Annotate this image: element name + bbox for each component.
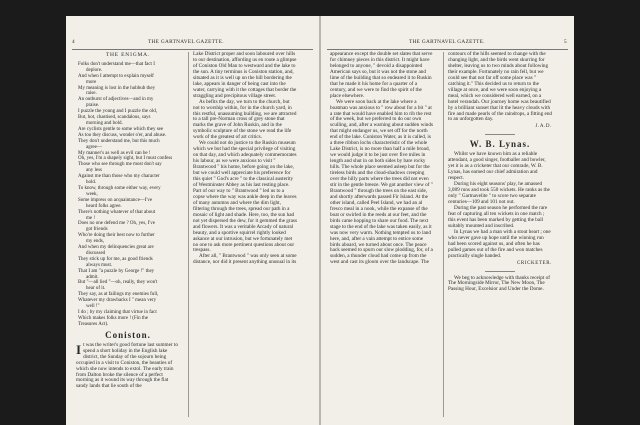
poem-line: always must. xyxy=(86,262,113,268)
article-heading-lynas: W. B. Lynas. xyxy=(469,139,531,150)
column-rule xyxy=(188,52,189,417)
paragraph: Whilst we have known him as a reliable attendant, a good singer, footballer and bowler, yet it is as a cricketer that our comrade, W. B. Lynas, has earned our chief admiration and respect. xyxy=(448,151,546,182)
poem-line: deplore. xyxy=(86,67,103,73)
separator-rule xyxy=(485,271,515,272)
poem-line: I do ; by my claiming that virtue in fact xyxy=(78,310,157,316)
poem-line: heard folks agree. xyxy=(86,203,122,209)
poem-line: Whatever my drawbacks I " mean very xyxy=(78,298,157,304)
left-page xyxy=(66,16,319,425)
poem-line: They stick up for me, as good friends xyxy=(78,256,153,262)
poem-line: I puzzle the young and I puzzle the old, xyxy=(78,109,157,115)
acknowledgement-text xyxy=(448,276,552,294)
poem-line: But, hot, chastised, scandalous, says xyxy=(78,115,151,121)
poem-line: discussed xyxy=(86,250,106,256)
poem-line: more xyxy=(86,79,97,85)
poem-line: Which makes folks more ! (Fin the xyxy=(78,315,148,321)
poem-line: hear of it. xyxy=(86,286,106,292)
poem-line: There's nothing whatever of that about xyxy=(78,209,156,215)
poem xyxy=(76,62,180,328)
paragraph: Lake District proper and soon laboured over hills to our destination, affording us en route a glimpse of Coniston Old Man to westward and the lake to the sun. A tiny terminus is Coniston station, and, situated as it is well up on the hill bordering the lake, appears in danger of being cast into the water, carrying with it the cottages that border the straggling and precipitous village street. xyxy=(193,51,297,99)
drop-cap: I xyxy=(76,341,82,357)
poem-line: Oh, yes, I'm a shapely sight, but I must confess xyxy=(78,156,173,162)
paragraph: We were soon back at the lake where a boatman was anxious to " row about for a bit " at a rate that would have enabled him to rib the rest of the week, but we preferred to do our own sculling, and, after a warning about sudden winds that might endanger us, we set off for the north end of the lake. Coniston Water, as it is called, is a three ribbon lochs characteristic of the whole Lake District, is no more than half a mile broad, we would judge it to be just over five miles in length and shut in on both sides by bare rocky hills. The whole place seemed asleep but for the tireless birds and the cloud-shadows creeping over the hilly parts where the trees did not even stir in the gentle breeze. We got another view of " Brantwood " through the trees on the east side, and shortly afterwards passed Fir Island. At the other island, called Peel Island, we had an al fresco meal in a nook, while the expanse of the boat or swirled in the reeds at our feet, and the birds came hopping to share our food. The next stage to the end of the lake was taken easily, as it was now very warm. Nothing tempted us to land here, and, after a vain attempt to entice some birds aboard, we turned about once. The peace hack seemed to spurn our slow plodding, for, of a sudden, a thunder cloud had come up from the west and cast its gloom over the landscape. The xyxy=(330,98,434,266)
paragraph: We could not do justice to the Ruskin museum which we but had the special privilege of visiting on that day, and which adequately commemorates his labour, as we were anxious to visit " Brantwood " his home, before going on the lake, but we could well appreciate his preference for this quiet " God's acre " to the classical austerity of Westminster Abbey as his last resting place. Part of our way to " Brantwood " led us to a copse where the way was ankle deep in the leaves of many autumns and where the dim light, filtering through the trees, spread our path in a mosaic of light and shade. Here, too, the sun had not yet dispersed the dew, for it gemmed the grass and flowers. It was a veritable Arcady of natural beauty, and a sportive squirrel rightly looked askance at our intrusion, but we fortunately met no one to ask more pertinent questions about our trespass. xyxy=(193,140,297,254)
page-number: 5 xyxy=(564,39,567,45)
poem-line: praise. xyxy=(86,103,100,109)
running-head: THE GARTNAVEL GAZETTE. xyxy=(148,39,224,45)
poem-line: My manner's as well as evil can be ! xyxy=(78,150,151,156)
article-heading-coniston: Coniston. xyxy=(105,329,151,340)
paragraph: In Lynas we had a man with a stout heart ; one who never gave up hope until the winning run had been scored against us, and often he has pulled games out of the fire and won matches practically single handed. xyxy=(448,228,551,259)
poem-line: To know, through some either way, every xyxy=(78,185,161,191)
poem-line: As too they discuss, wonder o'er, and abuse. xyxy=(78,132,167,138)
poem-line: An outburst of adjectives—and in my xyxy=(78,97,154,103)
column-rule xyxy=(443,52,444,417)
poem-line: got friends xyxy=(86,227,108,233)
running-head: THE GARTNAVEL GAZETTE. xyxy=(409,39,485,45)
poem-line: morning and bold. xyxy=(86,121,123,127)
poem-line: And when I attempt to explain myself xyxy=(78,73,154,79)
poem-line: Those who see through me most don't say xyxy=(78,162,162,168)
header-rule xyxy=(72,49,313,50)
paragraph: After all, " Brantwood " was only seen at some distance, nor did it present anything unusual in its xyxy=(193,253,297,266)
paragraph: We beg to acknowledge with thanks receipt of The Morningside Mirror, The New Moon, The Passing Hour, Excelsior and Under the Dome. xyxy=(448,274,550,293)
paragraph: During the past season he performed the rare feat of capturing all ten wickets in one match ; this event has been marked by getting the ball suitably mounted and inscribed. xyxy=(448,204,548,229)
article-end-text xyxy=(448,52,552,123)
poem-line: But "—all lied "—oh, really, they won't xyxy=(78,280,158,286)
right-column-2 xyxy=(448,52,552,293)
poem-title: THE ENIGMA. xyxy=(105,52,151,58)
separator-rule xyxy=(485,134,515,135)
right-page xyxy=(321,16,574,425)
poem-line: Some impress on acquaintance—I've xyxy=(78,197,153,203)
poem-line: Treasures Act). xyxy=(78,321,109,327)
paragraph: During his eight seasons' play, he amassed 3,089 runs and took 550 wickets. He ranks as the only " Gartnavelite " to score two separate centuries—109 and 101 not out. xyxy=(448,181,550,206)
paragraph: contours of the hills seemed to change with the changing light, and the birds went skurring for shelter, leaving us to two minds about following their example. Fortunately no rain fell, but we could see that not far off some place was " catching it." This decided us to return to the village at once, and we were soon enjoying a meal, which we considered well earned, on a hotel verandah. Our journey home was beautified by a brilliant sunset that lit the heavy clouds with fire and made pearls of the raindrops, a fitting end to an unforgotten day. xyxy=(448,51,553,123)
poem-line: My meaning is lost in the hubbub they xyxy=(78,85,156,91)
left-column-2 xyxy=(193,52,297,266)
left-column-1 xyxy=(76,52,180,390)
poem-line: Who're doing their best now to further xyxy=(78,233,155,239)
poem-line: Does no one defend me ? Oh, yes, I've xyxy=(78,221,155,227)
poem-line: Against me than those who my character xyxy=(78,174,160,180)
poem-line: my ends, xyxy=(86,239,105,245)
poem-line: They don't understand me, but this much xyxy=(78,138,160,144)
paragraph: appearance except the double set slates that serve for chimney pieces in this district. It might have belonged to anyone, " devoid a disappointed American says so, but it was not the stone and lime of the building that so endeared it to Ruskin that he made it his home for a quarter of a century, and we were to find the spirit of the place elsewhere. xyxy=(330,51,433,99)
poem-line: well !" xyxy=(86,304,100,310)
poem-line: They say, as at failings my enemies full, xyxy=(78,292,159,298)
header-rule xyxy=(327,49,568,50)
poem-line: agree— xyxy=(86,144,102,150)
signature-jad: J.A.D. xyxy=(535,124,552,130)
poem-line: hold. xyxy=(86,180,97,186)
poem-line: Folks don't understand me—that fact I xyxy=(78,61,155,67)
lynas-article xyxy=(448,152,552,259)
page-number: 4 xyxy=(72,39,75,45)
poem-line: And when my delinquencies great are xyxy=(78,245,154,251)
poem-line: me ! xyxy=(86,215,96,221)
poem-line: admit. xyxy=(86,274,99,280)
signature-cricketer: CRICKETER. xyxy=(516,260,552,266)
poem-line: week, xyxy=(86,191,98,197)
poem-line: any less xyxy=(86,168,102,174)
paragraph: As befits the day, we turn to the church, but not to worship within, for in the church yard, in this restful, unassuming building, we are attracted to a tall pre-Norman cross of grey stone that marks the grave of John Ruskin, and in the symbolic sculpture of the stone we read the life work of the greatest of art critics. xyxy=(193,98,297,141)
right-column-1 xyxy=(330,52,434,266)
article-paragraph: It was the writer's good fortune last summer to spend a short holiday in the English lake district, the Sunday of the sojourn being occupied in a visit to Coniston, the beauties of which she now intends to extol. The early train from Dalton broke the silence of a perfect morning as it wound its way through the flat sandy lands that lie south of the xyxy=(76,341,178,390)
poem-line: That I am "a puzzle by George !" they xyxy=(78,268,155,274)
poem-line: Are cyclists gentle to some which they see xyxy=(78,126,164,132)
poem-line: raise. xyxy=(86,91,97,97)
